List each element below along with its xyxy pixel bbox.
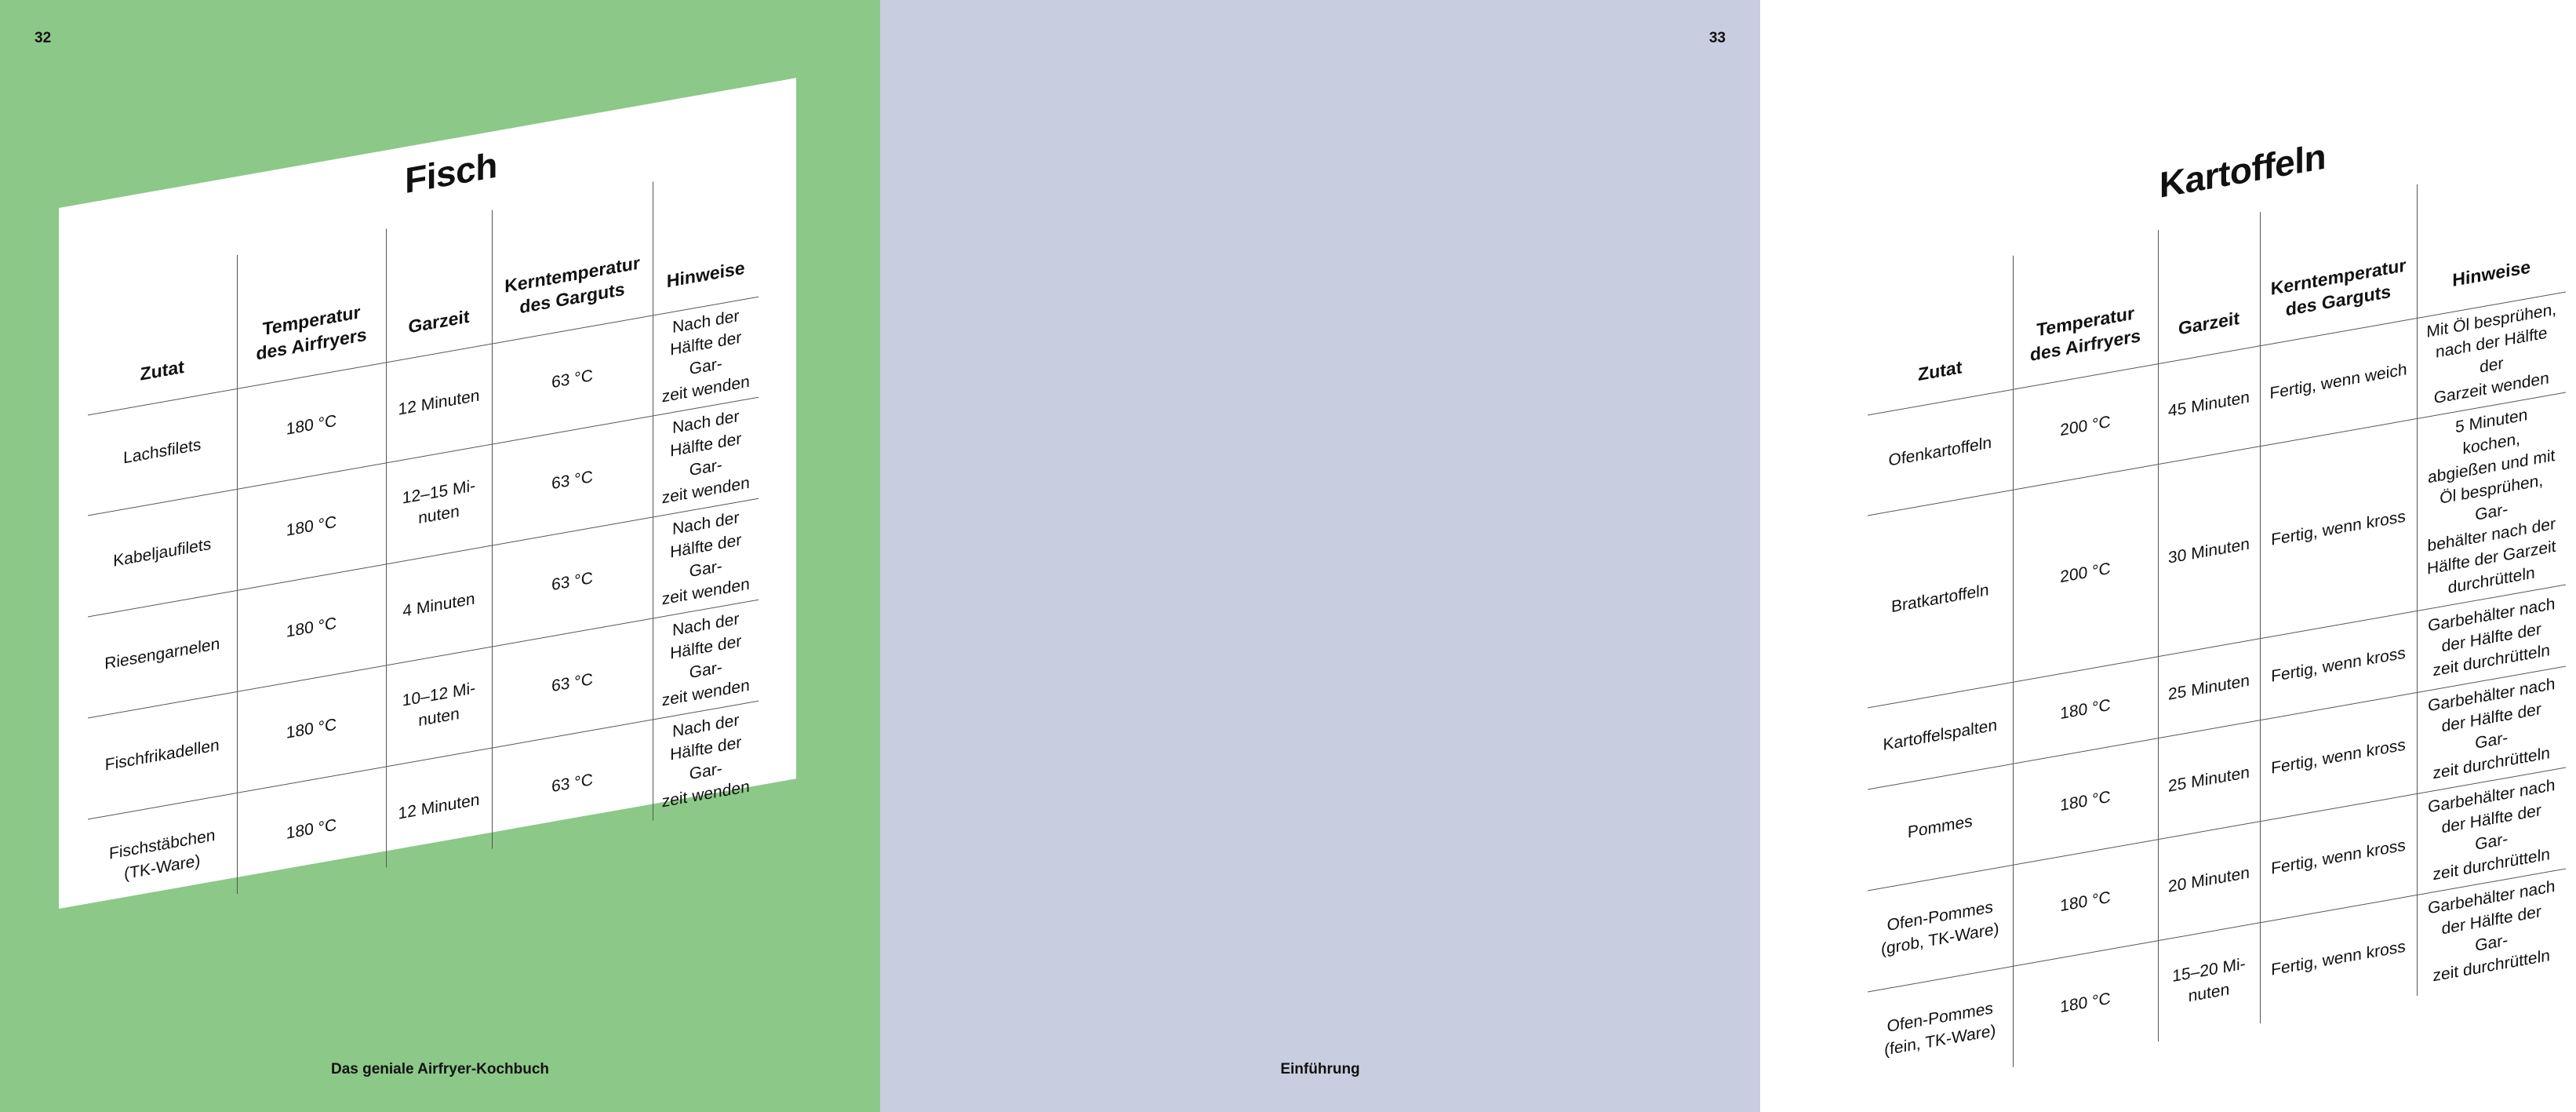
cell-temperatur: 180 °C [237, 564, 386, 691]
cell-kerntemperatur: 63 °C [492, 618, 653, 748]
header-zutat: Zutat [140, 355, 184, 385]
cell-hinweis: Garbehälter nach der Hälfte der Gar- zeit durchrütteln [2417, 869, 2566, 996]
cell-temperatur: 200 °C [2013, 465, 2158, 682]
cell-zutat: Fischfrikadellen [88, 692, 237, 819]
cell-zutat: Ofen-Pommes (grob, TK-Ware) [1868, 865, 2013, 991]
cell-zutat: Ofenkartoffeln [1868, 389, 2013, 516]
card-title: Fisch [405, 144, 497, 202]
cell-garzeit: 10–12 Mi- nuten [386, 647, 492, 767]
page-number: 32 [35, 30, 52, 46]
cell-kerntemperatur: 63 °C [492, 517, 653, 647]
cell-garzeit: 12 Minuten [386, 748, 492, 867]
cell-kerntemperatur: 63 °C [492, 720, 653, 849]
header-zutat: Zutat [1918, 355, 1963, 385]
header-garzeit: Garzeit [2158, 212, 2260, 363]
page-footer: Einführung [1280, 1061, 1360, 1077]
cell-zutat: Fischstäbchen (TK-Ware) [88, 793, 237, 920]
cell-temperatur: 180 °C [237, 463, 386, 590]
cell-hinweis: Mit Öl besprühen, nach der Hälfte der Garzeit wenden [2417, 292, 2566, 419]
header-temperatur: Temperatur des Airfryers [237, 228, 386, 388]
cell-garzeit: 15–20 Mi- nuten [2158, 923, 2260, 1041]
cell-zutat: Kartoffelspalten [1868, 682, 2013, 789]
cell-zutat: Bratkartoffeln [1868, 490, 2013, 708]
fisch-card [59, 78, 796, 909]
cell-kerntemperatur: 63 °C [492, 416, 653, 545]
cell-zutat: Riesengarnelen [88, 591, 237, 718]
card-title: Kartoffeln [2159, 135, 2327, 206]
cell-zutat: Kabeljaufilets [88, 490, 237, 617]
cell-garzeit: 12 Minuten [386, 344, 492, 464]
cell-kerntemperatur: Fertig, wenn kross [2260, 611, 2417, 720]
cell-kerntemperatur: 63 °C [492, 315, 653, 445]
cell-hinweis: Garbehälter nach der Hälfte der zeit durchrütteln [2417, 585, 2566, 693]
cell-hinweis: Nach der Hälfte der Gar- zeit wenden [653, 297, 759, 417]
cell-zutat: Pommes [1868, 764, 2013, 890]
cell-temperatur: 180 °C [2013, 840, 2158, 966]
cell-hinweis: Nach der Hälfte der Gar- zeit wenden [653, 600, 759, 720]
header-hinweise: Hinweise [2417, 159, 2566, 319]
cell-garzeit: 25 Minuten [2158, 639, 2260, 738]
cell-hinweis: Garbehälter nach der Hälfte der Gar- zeit durchrütteln [2417, 666, 2566, 793]
kartoffeln-card [1839, 78, 2576, 1059]
header-garzeit: Garzeit [386, 210, 492, 363]
cell-kerntemperatur: Fertig, wenn kross [2260, 794, 2417, 923]
cell-garzeit: 45 Minuten [2158, 345, 2260, 465]
page-number: 33 [1708, 30, 1726, 46]
cell-garzeit: 25 Minuten [2158, 720, 2260, 840]
cell-garzeit: 30 Minuten [2158, 447, 2260, 657]
cell-temperatur: 180 °C [237, 767, 386, 894]
header-kerntemperatur: Kerntemperatur des Garguts [492, 182, 653, 344]
cell-temperatur: 180 °C [2013, 657, 2158, 764]
cell-kerntemperatur: Fertig, wenn kross [2260, 693, 2417, 822]
fisch-table [88, 163, 759, 921]
cell-zutat: Lachsfilets [88, 388, 237, 516]
right-page [880, 0, 2557, 1112]
cell-temperatur: 180 °C [237, 665, 386, 793]
cell-kerntemperatur: Fertig, wenn kross [2260, 895, 2417, 1023]
header-kerntemperatur: Kerntemperatur des Garguts [2260, 184, 2417, 345]
cell-temperatur: 200 °C [2013, 363, 2158, 490]
cell-garzeit: 4 Minuten [386, 545, 492, 665]
header-temperatur: Temperatur des Airfryers [2013, 230, 2158, 389]
cell-kerntemperatur: Fertig, wenn kross [2260, 419, 2417, 639]
cell-kerntemperatur: Fertig, wenn weich [2260, 318, 2417, 447]
cell-zutat: Ofen-Pommes (fein, TK-Ware) [1868, 966, 2013, 1092]
cell-hinweis: Nach der Hälfte der Gar- zeit wenden [653, 498, 759, 618]
left-page [0, 0, 880, 1112]
page-footer: Das geniale Airfryer-Kochbuch [330, 1061, 550, 1077]
cell-hinweis: Garbehälter nach der Hälfte der Gar- zeit durchrütteln [2417, 767, 2566, 895]
kartoffeln-table [1868, 159, 2566, 1093]
cell-temperatur: 180 °C [2013, 941, 2158, 1067]
cell-hinweis: Nach der Hälfte der Gar- zeit wenden [653, 398, 759, 518]
cell-garzeit: 12–15 Mi- nuten [386, 445, 492, 565]
cell-garzeit: 20 Minuten [2158, 822, 2260, 941]
header-hinweise: Hinweise [653, 163, 759, 315]
cell-temperatur: 180 °C [2013, 738, 2158, 865]
cell-hinweis: Nach der Hälfte der Gar- zeit wenden [653, 701, 759, 820]
cell-temperatur: 180 °C [237, 362, 386, 489]
cell-hinweis: 5 Minuten kochen, abgießen und mit Öl besprühen, Gar- behälter nach der Hälfte der Garzeit durchrütteln [2417, 392, 2566, 611]
